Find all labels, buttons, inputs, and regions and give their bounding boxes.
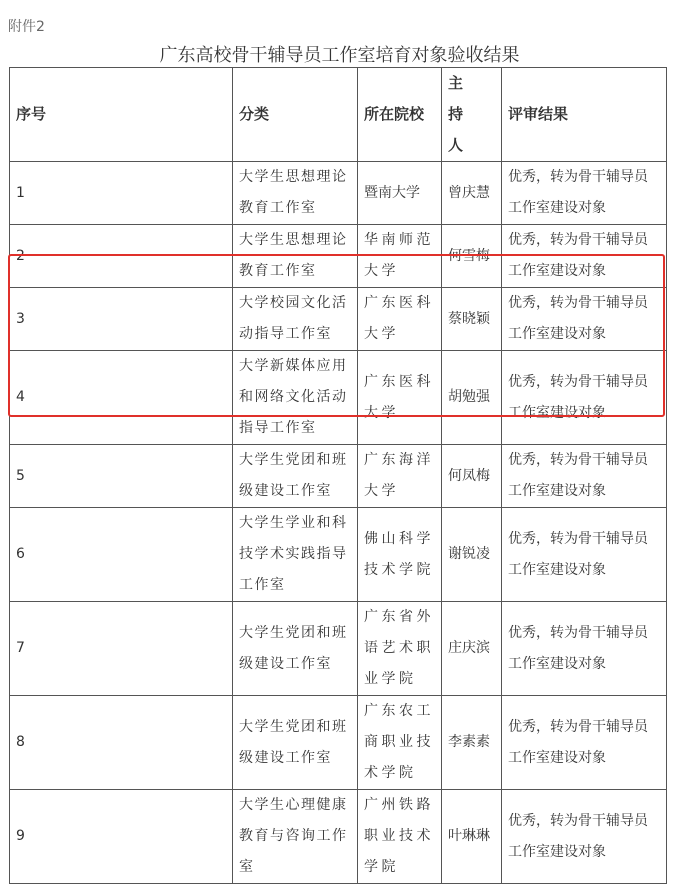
header-row (10, 68, 667, 162)
cell-result: 优秀，转为骨干辅导员工作室建设对象 (502, 351, 667, 445)
cell-seq: 7 (10, 602, 233, 696)
cell-seq: 5 (10, 445, 233, 508)
cell-category: 大学生党团和班级建设工作室 (233, 602, 358, 696)
cell-university: 广州铁路职业技术学院 (358, 790, 442, 884)
header-result: 评审结果 (502, 68, 667, 162)
cell-category: 大学新媒体应用和网络文化活动指导工作室 (233, 351, 358, 445)
cell-category: 大学生学业和科技学术实践指导工作室 (233, 508, 358, 602)
cell-host: 何凤梅 (442, 445, 502, 508)
attachment-label: 附件2 (8, 19, 45, 35)
cell-university: 广东医科大学 (358, 288, 442, 351)
cell-host: 谢锐凌 (442, 508, 502, 602)
cell-host: 胡勉强 (442, 351, 502, 445)
cell-seq: 6 (10, 508, 233, 602)
cell-seq: 1 (10, 162, 233, 225)
table-row (10, 790, 667, 884)
cell-university: 暨南大学 (358, 162, 442, 225)
table-row (10, 162, 667, 225)
table-row (10, 351, 667, 445)
cell-result: 优秀，转为骨干辅导员工作室建设对象 (502, 162, 667, 225)
cell-host: 曾庆慧 (442, 162, 502, 225)
header-category: 分类 (233, 68, 358, 162)
header-host: 主 持 人 (442, 68, 502, 162)
cell-seq: 8 (10, 696, 233, 790)
cell-result: 优秀，转为骨干辅导员工作室建设对象 (502, 225, 667, 288)
cell-result: 优秀，转为骨干辅导员工作室建设对象 (502, 288, 667, 351)
cell-university: 广东省外语艺术职业学院 (358, 602, 442, 696)
table-row (10, 225, 667, 288)
cell-result: 优秀，转为骨干辅导员工作室建设对象 (502, 508, 667, 602)
cell-host: 庄庆滨 (442, 602, 502, 696)
cell-seq: 9 (10, 790, 233, 884)
cell-university: 华南师范大学 (358, 225, 442, 288)
cell-host: 叶琳琳 (442, 790, 502, 884)
results-table (9, 67, 667, 884)
cell-category: 大学生思想理论教育工作室 (233, 225, 358, 288)
cell-university: 广东农工商职业技术学院 (358, 696, 442, 790)
cell-result: 优秀，转为骨干辅导员工作室建设对象 (502, 790, 667, 884)
table-row (10, 288, 667, 351)
cell-result: 优秀，转为骨干辅导员工作室建设对象 (502, 696, 667, 790)
table-row (10, 445, 667, 508)
cell-seq: 3 (10, 288, 233, 351)
table-row (10, 508, 667, 602)
cell-category: 大学生心理健康教育与咨询工作室 (233, 790, 358, 884)
cell-university: 广东海洋大学 (358, 445, 442, 508)
cell-category: 大学生党团和班级建设工作室 (233, 696, 358, 790)
document-title: 广东高校骨干辅导员工作室培育对象验收结果 (159, 45, 520, 66)
cell-category: 大学生思想理论教育工作室 (233, 162, 358, 225)
cell-host: 李素素 (442, 696, 502, 790)
table-row (10, 602, 667, 696)
header-seq: 序号 (10, 68, 233, 162)
cell-university: 佛山科学技术学院 (358, 508, 442, 602)
cell-result: 优秀，转为骨干辅导员工作室建设对象 (502, 445, 667, 508)
table-row (10, 696, 667, 790)
header-university: 所在院校 (358, 68, 442, 162)
cell-result: 优秀，转为骨干辅导员工作室建设对象 (502, 602, 667, 696)
cell-seq: 2 (10, 225, 233, 288)
cell-host: 蔡晓颖 (442, 288, 502, 351)
cell-category: 大学生党团和班级建设工作室 (233, 445, 358, 508)
cell-category: 大学校园文化活动指导工作室 (233, 288, 358, 351)
cell-university: 广东医科大学 (358, 351, 442, 445)
cell-seq: 4 (10, 351, 233, 445)
cell-host: 何雪梅 (442, 225, 502, 288)
